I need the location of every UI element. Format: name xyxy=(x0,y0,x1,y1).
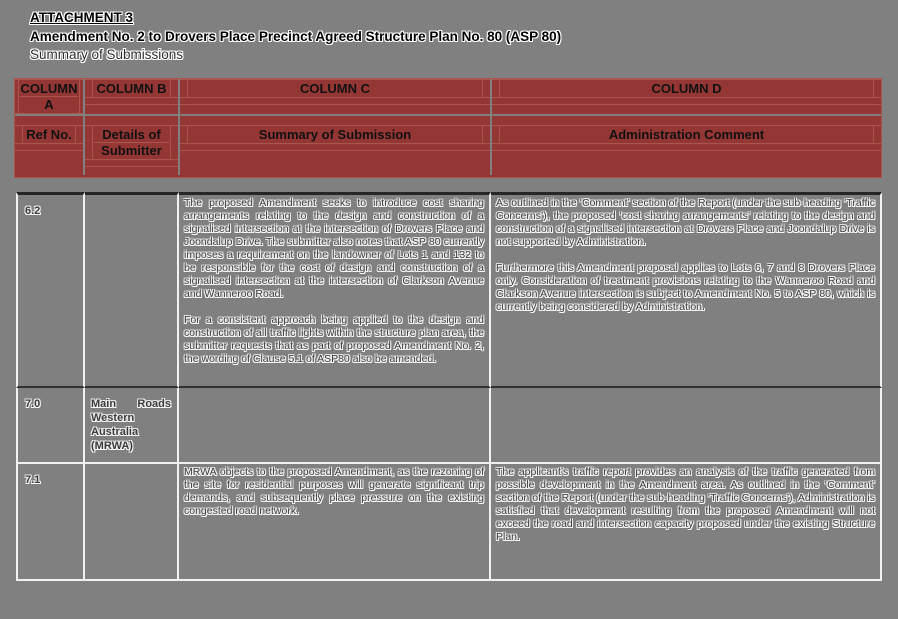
header-grid-stub xyxy=(483,79,490,98)
comment-paragraph: Furthermore this Amendment proposal applies to Lots 6, 7 and 8 Drovers Place only. Consideration of treatment provisions relating to the Wanneroo Road and Clarkson Avenue intersection is subject to Amendment No. 5 to ASP 80, which is currently being considered by Administration. xyxy=(496,262,875,313)
header-cell-column-d xyxy=(492,79,881,114)
header-row-columns xyxy=(15,79,881,114)
ref-no-cell: 6.2 xyxy=(16,192,85,388)
ref-no-cell: 7.0 xyxy=(16,388,85,464)
header-grid-stub xyxy=(85,79,92,98)
header-grid-stub xyxy=(171,79,178,98)
header-grid-line xyxy=(180,144,490,151)
attachment-heading: ATTACHMENT 3 xyxy=(30,10,133,25)
header-label-summary-of-submission: Summary of Submission xyxy=(187,125,483,144)
table-row xyxy=(16,388,882,464)
submissions-table-header xyxy=(14,78,882,178)
header-grid-line xyxy=(85,98,178,105)
header-grid-stub xyxy=(874,79,881,98)
amendment-heading: Amendment No. 2 to Drovers Place Precinct Agreed Structure Plan No. 80 (ASP 80) xyxy=(30,29,562,44)
table-row xyxy=(16,192,882,388)
header-label-column-b: COLUMN B xyxy=(92,79,171,98)
header-grid-stub xyxy=(492,125,499,144)
table-row xyxy=(16,464,882,581)
header-cell-details-of-submitter xyxy=(85,116,180,175)
header-row-titles xyxy=(15,114,881,175)
header-grid-line xyxy=(15,144,83,151)
header-label-column-d: COLUMN D xyxy=(499,79,874,98)
header-grid-line xyxy=(492,98,881,105)
comment-cell xyxy=(491,192,882,388)
header-grid-line xyxy=(492,144,881,151)
summary-cell xyxy=(179,192,491,388)
submitter-cell xyxy=(85,464,179,581)
header-grid-line xyxy=(85,160,178,167)
comment-cell xyxy=(491,464,882,581)
header-grid-stub xyxy=(85,125,92,160)
summary-paragraph: The proposed Amendment seeks to introduce cost sharing arrangements relating to the design and construction of a signalised intersection at the intersection of Drovers Place and Joondalup Drive. The submitter also notes that ASP 80 currently imposes a requirement on the landowner of Lots 1 and 132 to be responsible for the cost of design and construction of a signalised intersection at the intersection of Clarkson Avenue and Wanneroo Road. xyxy=(184,197,484,300)
header-grid-stub xyxy=(180,79,187,98)
header-cell-administration-comment xyxy=(492,116,881,175)
title-block xyxy=(30,8,870,64)
header-grid-stub xyxy=(171,125,178,160)
header-grid-stub xyxy=(80,79,83,114)
comment-paragraph: The applicant’s traffic report provides an analysis of the traffic generated from possible development in the Amendment area. As outlined in the ‘Comment’ section of the Report (under the sub-heading ‘Traffic Concerns’), Administration is satisfied that development resulting from the proposed Amendment will not exceed the road and intersection capacity proposed under the existing Structure Plan. xyxy=(496,466,875,543)
ref-no-cell: 7.1 xyxy=(16,464,85,581)
summary-paragraph: MRWA objects to the proposed Amendment, as the rezoning of the site for residential purposes will generate significant trip demands, and subsequently place pressure on the existing congested road network. xyxy=(184,466,484,517)
header-label-ref-no: Ref No. xyxy=(22,125,76,144)
summary-paragraph: For a consistent approach being applied to the design and construction of all traffic lights within the structure plan area, the submitter requests that as part of proposed Amendment No. 2, the wording of Clause 5.1 of ASP80 also be amended. xyxy=(184,314,484,365)
header-grid-stub xyxy=(15,125,22,144)
header-grid-stub xyxy=(76,125,83,144)
header-label-column-a: COLUMN A xyxy=(20,81,78,112)
header-grid-line xyxy=(180,98,490,105)
header-cell-column-b xyxy=(85,79,180,114)
submitter-cell xyxy=(85,192,179,388)
header-label-administration-comment: Administration Comment xyxy=(499,125,874,144)
header-cell-summary-of-submission xyxy=(180,116,492,175)
header-label-details-of-submitter: Details of Submitter xyxy=(92,125,171,160)
summary-heading: Summary of Submissions xyxy=(30,47,184,62)
header-cell-column-c xyxy=(180,79,492,114)
header-grid-stub xyxy=(483,125,490,144)
summary-cell xyxy=(179,388,491,464)
submissions-table-body xyxy=(16,192,882,581)
submitter-cell: Main Roads Western Australia (MRWA) xyxy=(85,388,179,464)
header-cell-column-a xyxy=(15,79,85,114)
header-cell-ref-no xyxy=(15,116,85,175)
header-grid-stub xyxy=(180,125,187,144)
header-grid-stub xyxy=(492,79,499,98)
comment-paragraph: As outlined in the ‘Comment’ section of the Report (under the sub-heading ‘Traffic Concerns’), the proposed ‘cost sharing arrangements’ relating to the design and construction of a signalised intersection at Drovers Place and Joondalup Drive is not supported by Administration. xyxy=(496,197,875,248)
comment-cell xyxy=(491,388,882,464)
header-grid-stub xyxy=(874,125,881,144)
summary-cell xyxy=(179,464,491,581)
header-label-column-c: COLUMN C xyxy=(187,79,483,98)
